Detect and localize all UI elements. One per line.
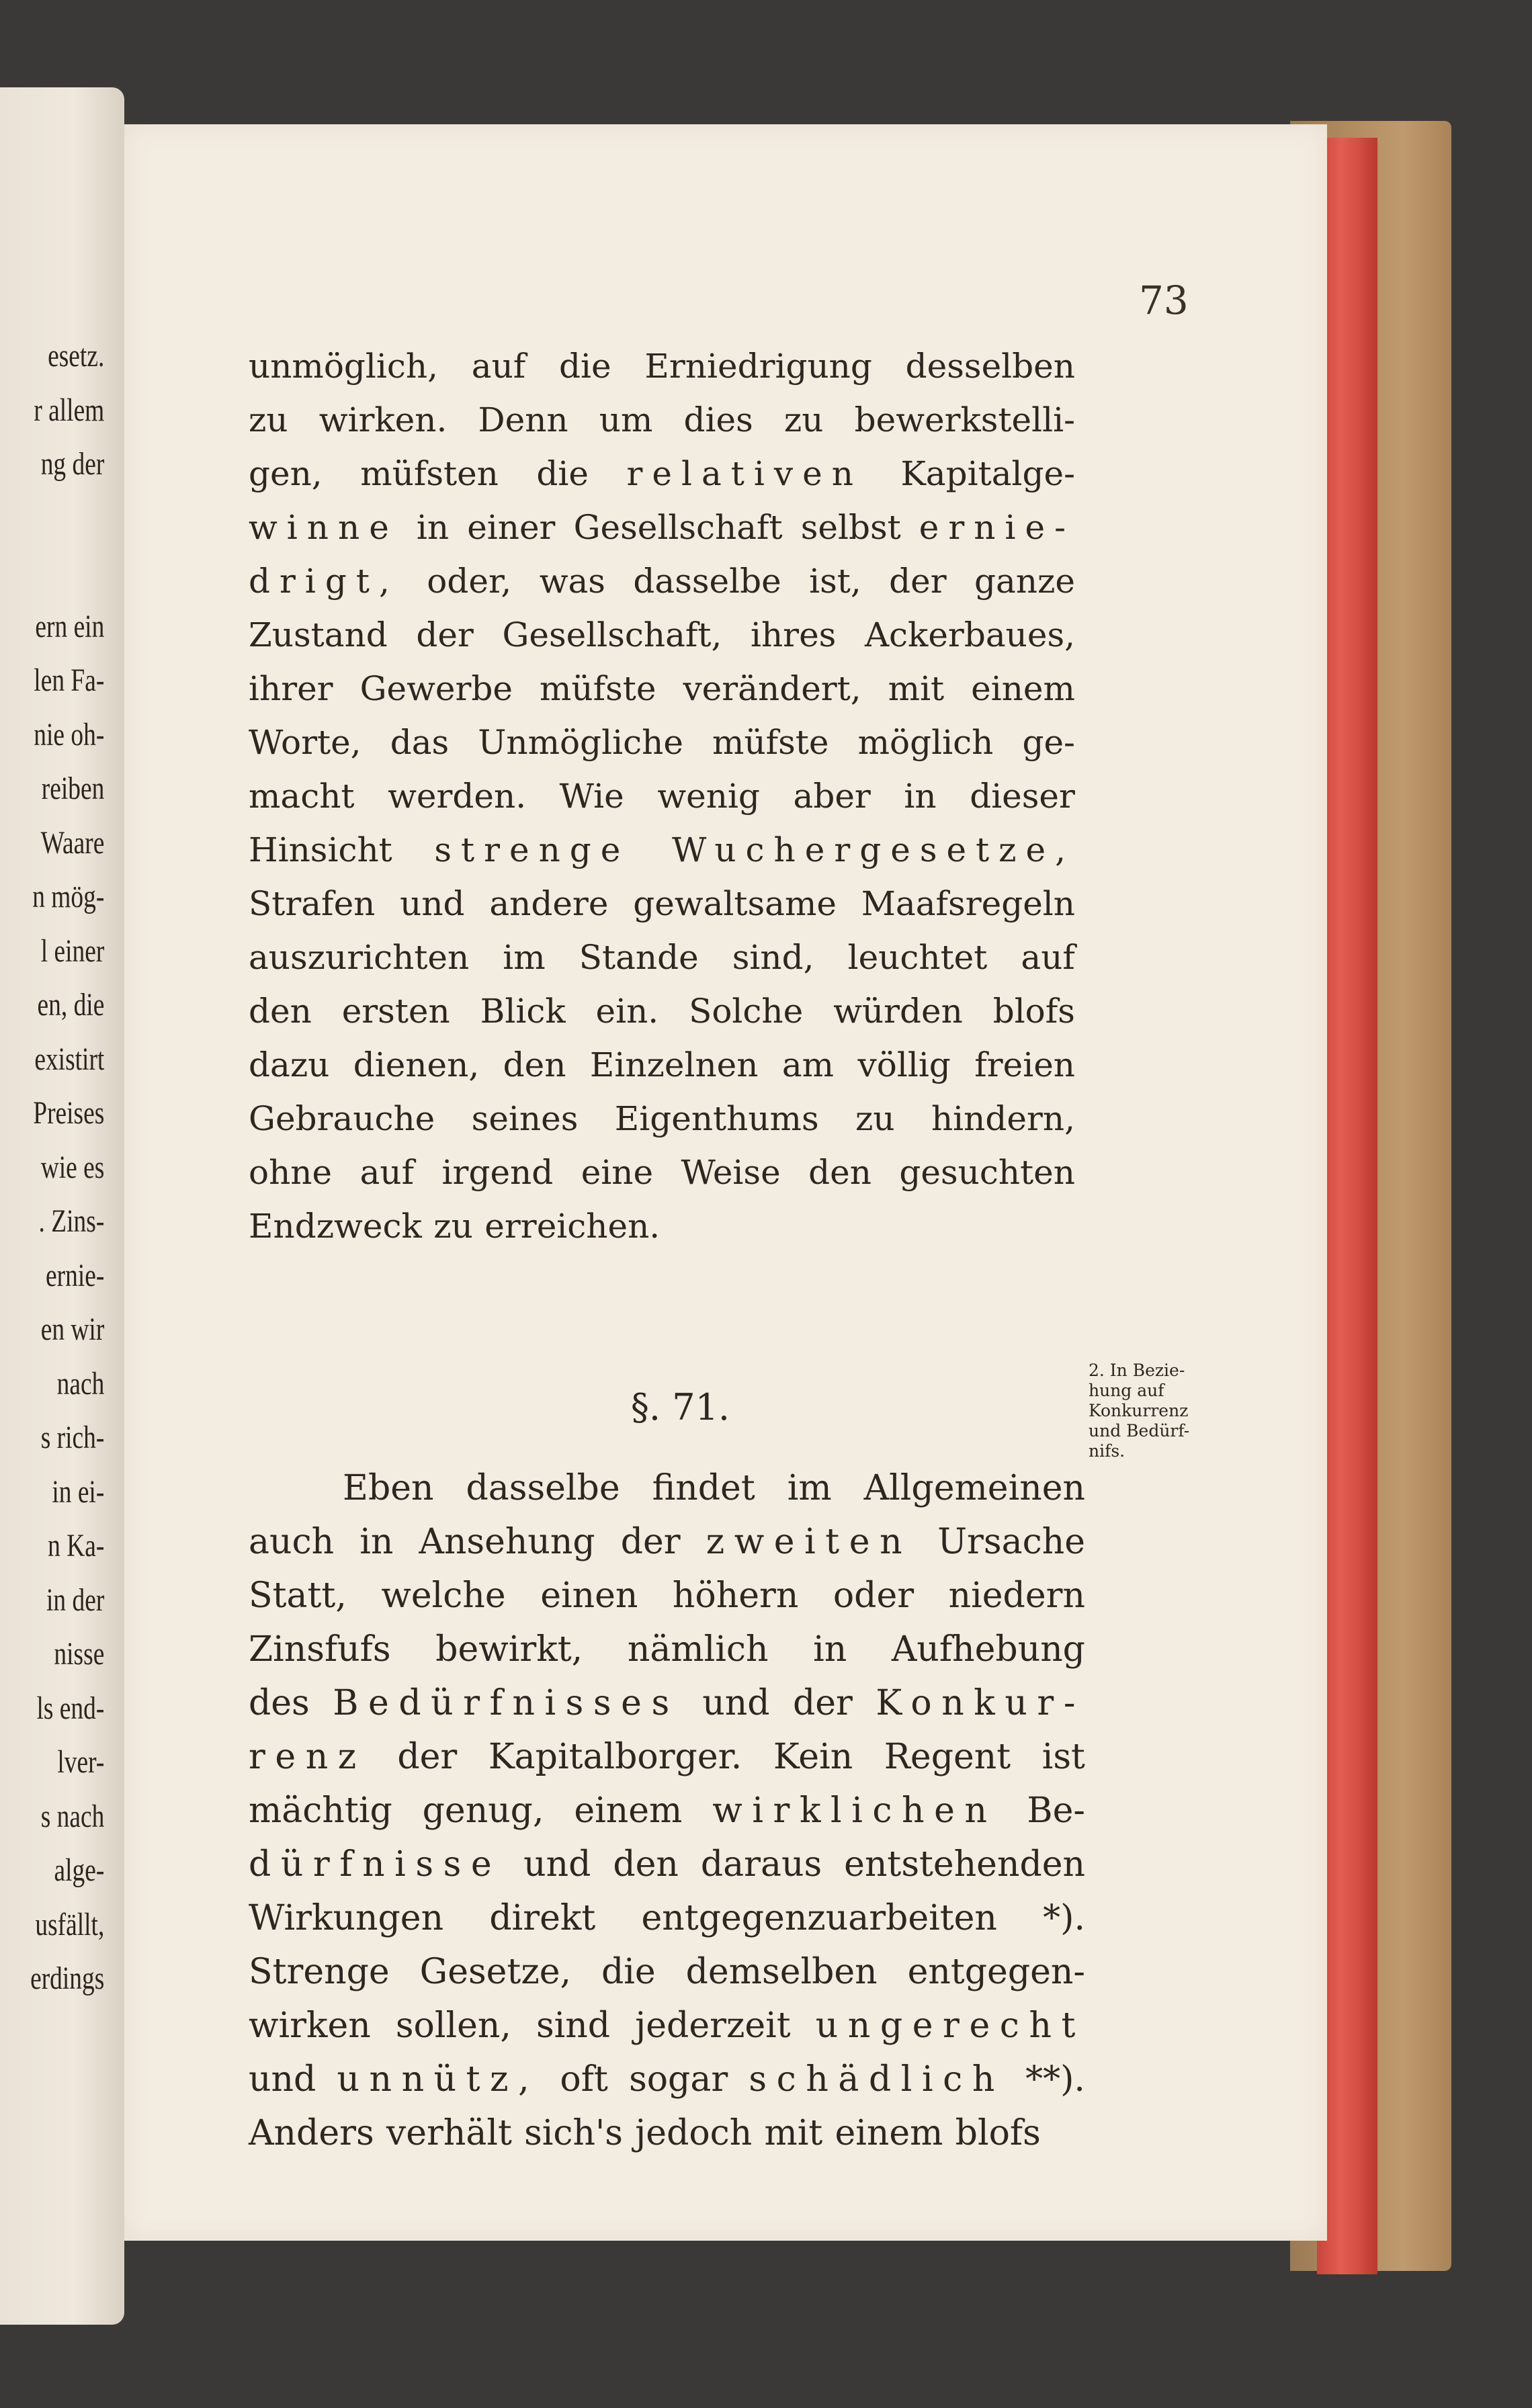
word: erreichen. — [484, 1207, 661, 1246]
word: gesuchten — [899, 1153, 1075, 1192]
word: sind — [536, 2006, 611, 2046]
word: mit — [764, 2113, 823, 2153]
word: in — [416, 508, 450, 547]
left-page-fragment: s nach — [40, 1798, 104, 1834]
word: der — [889, 562, 947, 601]
word: bewerkstelli- — [854, 400, 1075, 439]
word: wirken — [249, 2006, 371, 2046]
word: dies — [683, 400, 753, 439]
word: den — [503, 1045, 566, 1084]
word: einen — [540, 1576, 638, 1616]
word: wenig — [657, 777, 760, 816]
word: Statt, — [249, 1576, 347, 1616]
paragraph-2-line — [249, 1838, 1085, 1891]
margin-note-line: und Bedürf- — [1089, 1421, 1190, 1440]
word: Gebrauche — [249, 1099, 435, 1138]
left-page-fragment: l einer — [40, 933, 105, 969]
margin-note-line: Konkurrenz — [1089, 1401, 1189, 1420]
word: Gewerbe — [359, 669, 513, 708]
word: andere — [489, 884, 609, 923]
word: Strafen — [249, 884, 376, 923]
word: winne — [249, 508, 398, 547]
left-page-fragment — [30, 492, 104, 546]
word: Zinsfufs — [249, 1629, 391, 1670]
left-page-fragment: nie oh- — [33, 716, 104, 752]
paragraph-1 — [249, 339, 1075, 1253]
paragraph-2-line — [249, 1784, 1085, 1838]
paragraph-2-line — [249, 1569, 1085, 1623]
left-page-fragment: in der — [46, 1582, 104, 1618]
margin-note — [1089, 1361, 1223, 1461]
word: in — [904, 777, 937, 816]
word: müfste — [539, 669, 656, 708]
word: müfste — [712, 723, 829, 762]
word: dürfnisse — [249, 1844, 502, 1885]
word: Konkur- — [876, 1683, 1085, 1723]
word: ernie- — [919, 508, 1075, 547]
word: oder — [833, 1576, 914, 1616]
paragraph-1-line — [249, 1199, 1075, 1253]
word: sollen, — [395, 2006, 511, 2046]
word: die — [559, 347, 611, 386]
paragraph-2-line — [249, 1891, 1085, 1945]
paragraph-1-line — [249, 716, 1075, 769]
left-page-fragment: Waare — [40, 824, 104, 861]
left-page-fragment: ern ein — [35, 608, 104, 644]
word: Allgemeinen — [863, 1468, 1085, 1508]
word: niedern — [948, 1576, 1085, 1616]
word: der — [792, 1683, 853, 1723]
word: nämlich — [627, 1629, 769, 1670]
word: Solche — [689, 992, 804, 1031]
word: auf — [471, 347, 526, 386]
left-page-fragment: . Zins- — [38, 1203, 104, 1239]
word: zu — [855, 1099, 895, 1138]
word: Wuchergesetze, — [671, 830, 1075, 869]
left-page-fragment: ls end- — [36, 1690, 104, 1726]
word: Gesetze, — [419, 1952, 572, 1992]
paragraph-2-line — [249, 1461, 1085, 1515]
word: dienen, — [353, 1045, 480, 1084]
word: und — [523, 1844, 591, 1885]
word: Eigenthums — [614, 1099, 819, 1138]
word: die — [601, 1952, 656, 1992]
page-number: 73 — [1139, 277, 1189, 323]
word: Denn — [478, 400, 568, 439]
left-page-text-fragments — [9, 329, 104, 2006]
word: leuchtet — [847, 938, 988, 977]
word: was — [539, 562, 605, 601]
word: Stande — [579, 938, 699, 977]
word: macht — [249, 777, 355, 816]
paragraph-1-line — [249, 931, 1075, 984]
left-page-fragment: esetz. — [47, 338, 104, 374]
word: relativen — [626, 454, 863, 493]
word: Wirkungen — [249, 1898, 444, 1938]
word: in — [359, 1522, 394, 1562]
word: sich's — [524, 2113, 623, 2153]
word: Endzweck — [249, 1207, 422, 1246]
paragraph-2-line — [249, 1623, 1085, 1676]
word: wirklichen — [712, 1791, 997, 1831]
word: ihres — [750, 615, 837, 654]
word: dasselbe — [466, 1468, 620, 1508]
word: Bedürfnisses — [333, 1683, 679, 1723]
paragraph-1-line — [249, 984, 1075, 1038]
left-page-fragment: len Fa- — [33, 662, 104, 698]
word: Weise — [681, 1153, 781, 1192]
paragraph-1-line — [249, 447, 1075, 501]
word: auf — [1021, 938, 1075, 977]
word: mit — [888, 669, 945, 708]
word: Ansehung — [419, 1522, 595, 1562]
word: ein. — [595, 992, 659, 1031]
word: ersten — [341, 992, 450, 1031]
word: Einzelnen — [589, 1045, 759, 1084]
left-page-fragment — [30, 546, 104, 600]
word: unmöglich, — [249, 347, 439, 386]
word: Aufhebung — [891, 1629, 1085, 1670]
word: jederzeit — [635, 2006, 791, 2046]
word: im — [503, 938, 546, 977]
paragraph-1-line — [249, 823, 1075, 877]
word: völlig — [857, 1045, 951, 1084]
paragraph-2-line — [249, 1999, 1085, 2053]
word: Blick — [480, 992, 566, 1031]
word: einem — [835, 2113, 943, 2153]
word: entstehenden — [844, 1844, 1085, 1885]
word: aber — [793, 777, 871, 816]
word: demselben — [685, 1952, 878, 1992]
word: entgegenzuarbeiten — [641, 1898, 997, 1938]
word: und — [400, 884, 465, 923]
word: ohne — [249, 1153, 333, 1192]
word: möglich — [857, 723, 994, 762]
paragraph-2-line — [249, 1515, 1085, 1569]
word: ihrer — [249, 669, 333, 708]
word: müfsten — [360, 454, 499, 493]
word: Ackerbaues, — [864, 615, 1075, 654]
word: einem — [971, 669, 1075, 708]
word: auf — [359, 1153, 415, 1192]
paragraph-1-line — [249, 1092, 1075, 1146]
word: werden. — [388, 777, 527, 816]
margin-note-line: 2. In Bezie- — [1089, 1361, 1185, 1380]
paragraph-2-line — [249, 1730, 1085, 1784]
word: oft — [560, 2059, 608, 2100]
word: daraus — [700, 1844, 822, 1885]
word: irgend — [441, 1153, 554, 1192]
paragraph-1-line — [249, 1146, 1075, 1199]
word: die — [536, 454, 589, 493]
word: mächtig — [249, 1791, 392, 1831]
left-page — [0, 87, 124, 2325]
left-page-fragment: nach — [56, 1365, 104, 1402]
word: gewaltsame — [633, 884, 837, 923]
word: jedoch — [635, 2113, 753, 2153]
word: unnütz, — [337, 2059, 540, 2100]
paragraph-1-line — [249, 608, 1075, 662]
word: freien — [974, 1045, 1075, 1084]
word: ungerecht — [815, 2006, 1085, 2046]
word: blofs — [992, 992, 1075, 1031]
word: ganze — [974, 562, 1075, 601]
left-page-fragment: reiben — [41, 771, 104, 806]
paragraph-2 — [249, 1461, 1085, 2160]
word: sind, — [732, 938, 814, 977]
word: strenge — [434, 830, 630, 869]
word: Hinsicht — [249, 830, 392, 869]
word: *). — [1043, 1898, 1085, 1938]
word: der — [397, 1737, 458, 1777]
left-page-fragment: en wir — [40, 1312, 104, 1347]
word: verändert, — [683, 669, 861, 708]
paragraph-2-line — [249, 2106, 1085, 2160]
word: findet — [652, 1468, 755, 1508]
word: der — [620, 1522, 681, 1562]
word: zu — [783, 400, 824, 439]
word: Worte, — [249, 723, 361, 762]
paragraph-1-line — [249, 662, 1075, 716]
paragraph-2-line — [249, 1676, 1085, 1730]
left-page-fragment: r allem — [34, 392, 104, 428]
paragraph-1-line — [249, 339, 1075, 393]
left-page-fragment: ernie- — [45, 1257, 104, 1293]
word: höhern — [672, 1576, 799, 1616]
paragraph-1-line — [249, 554, 1075, 608]
paragraph-2-line — [249, 2053, 1085, 2106]
left-page-fragment: s rich- — [40, 1420, 104, 1455]
word: das — [390, 723, 450, 762]
word: blofs — [955, 2113, 1041, 2153]
word: Zustand — [249, 615, 388, 654]
word: bewirkt, — [435, 1629, 583, 1670]
word: drigt, — [249, 562, 399, 601]
word: und — [249, 2059, 316, 2100]
word: Eben — [343, 1468, 434, 1508]
word: im — [787, 1468, 832, 1508]
paragraph-1-line — [249, 769, 1075, 823]
word: Maafsregeln — [861, 884, 1075, 923]
word: ist — [1041, 1737, 1085, 1777]
word: hindern, — [931, 1099, 1075, 1138]
word: gen, — [249, 454, 323, 493]
word: zu — [433, 1207, 473, 1246]
word: Gesellschaft, — [502, 615, 722, 654]
word: Kein — [773, 1737, 853, 1777]
left-page-fragment: existirt — [34, 1041, 104, 1077]
word: Erniedrigung — [644, 347, 872, 386]
word: der — [416, 615, 474, 654]
word: sogar — [629, 2059, 728, 2100]
word: Regent — [884, 1737, 1011, 1777]
word: dasselbe — [633, 562, 781, 601]
word: Wie — [559, 777, 624, 816]
section-heading: §. 71. — [630, 1386, 730, 1428]
paragraph-1-line — [249, 877, 1075, 931]
word: schädlich — [749, 2059, 1005, 2100]
left-page-fragment: n mög- — [32, 879, 104, 914]
word: seines — [471, 1099, 579, 1138]
margin-note-line: hung auf — [1089, 1381, 1164, 1400]
word: entgegen- — [907, 1952, 1085, 1992]
margin-note-line: nifs. — [1089, 1441, 1125, 1461]
word: desselben — [905, 347, 1075, 386]
word: des — [249, 1683, 310, 1723]
word: den — [249, 992, 312, 1031]
word: Anders — [249, 2113, 374, 2153]
left-page-fragment: ng der — [40, 446, 104, 482]
word: wirken. — [318, 400, 448, 439]
word: zu — [249, 400, 288, 439]
word: genug, — [422, 1791, 544, 1831]
word: Unmögliche — [478, 723, 683, 762]
word: auch — [249, 1522, 335, 1562]
word: den — [613, 1844, 679, 1885]
left-page-fragment: n Ka- — [47, 1528, 104, 1563]
left-page-fragment: in ei- — [52, 1473, 104, 1510]
word: würden — [833, 992, 963, 1031]
left-page-fragment: Preises — [32, 1095, 104, 1131]
word: dazu — [249, 1045, 330, 1084]
word: auszurichten — [249, 938, 470, 977]
left-page-fragment: alge- — [54, 1852, 104, 1888]
word: welche — [381, 1576, 506, 1616]
paragraph-1-line — [249, 501, 1075, 554]
word: und — [702, 1683, 770, 1723]
word: Ursache — [937, 1522, 1085, 1562]
word: eine — [581, 1153, 654, 1192]
word: am — [781, 1045, 835, 1084]
word: ge- — [1022, 723, 1075, 762]
word: oder, — [427, 562, 512, 601]
word: Kapitalge- — [900, 454, 1075, 493]
paragraph-1-line — [249, 393, 1075, 447]
word: Kapitalborger. — [488, 1737, 742, 1777]
paragraph-1-line — [249, 1038, 1075, 1092]
word: einer — [467, 508, 556, 547]
word: direkt — [489, 1898, 596, 1938]
paragraph-2-line — [249, 1945, 1085, 1999]
left-page-fragment: lver- — [57, 1744, 104, 1780]
word: Strenge — [249, 1952, 390, 1992]
word: um — [599, 400, 653, 439]
left-page-fragment: erdings — [30, 1961, 104, 1996]
left-page-fragment: usfällt, — [35, 1906, 105, 1942]
word: Be- — [1027, 1791, 1085, 1831]
word: selbst — [800, 508, 901, 547]
word: zweiten — [706, 1522, 912, 1562]
word: verhält — [386, 2113, 512, 2153]
word: in — [813, 1629, 847, 1670]
left-page-fragment: nisse — [54, 1636, 104, 1672]
left-page-fragment: en, die — [37, 987, 104, 1023]
word: **). — [1025, 2059, 1085, 2100]
word: dieser — [970, 777, 1075, 816]
word: ist, — [809, 562, 861, 601]
section-71 — [249, 1357, 1085, 2160]
word: den — [808, 1153, 871, 1192]
left-page-fragment: wie es — [40, 1149, 104, 1185]
word: einem — [574, 1791, 683, 1831]
word: renz — [249, 1737, 366, 1777]
word: Gesellschaft — [573, 508, 783, 547]
